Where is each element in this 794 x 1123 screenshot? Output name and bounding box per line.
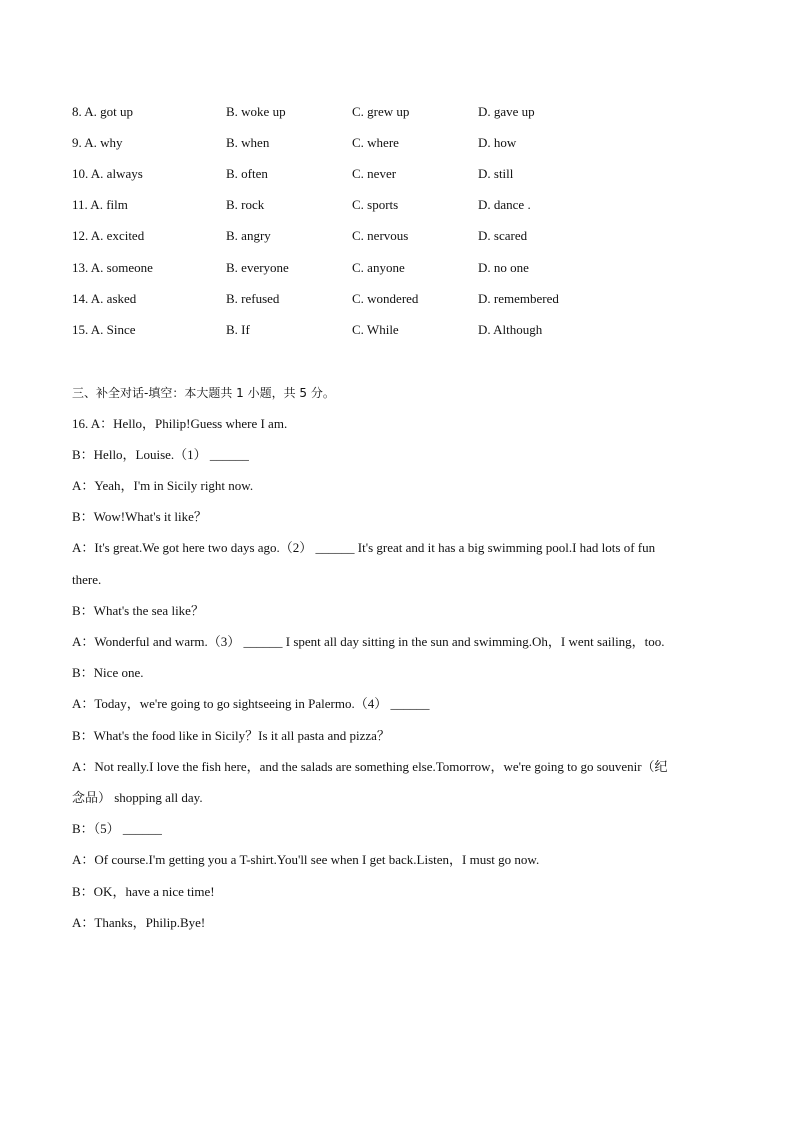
option-a: 10. A. always [72,166,143,181]
option-a: 13. A. someone [72,260,153,275]
option-a: 14. A. asked [72,291,137,306]
option-b: B. angry [226,228,271,243]
option-b: B. often [226,166,268,181]
dialogue-line: A：Of course.I'm getting you a T-shirt.You'll see when I get back.Listen，I must go now. [72,852,540,867]
dialogue-line: B：What's the sea like？ [72,603,204,618]
option-c: C. never [352,166,397,181]
option-d: D. remembered [478,291,559,306]
option-d: D. no one [478,260,529,275]
option-d: D. how [478,135,517,150]
dialogue-line: A：Today，we're going to go sightseeing in Palermo.（4） ______ [72,696,430,711]
option-b: B. woke up [226,104,286,119]
dialogue-line: A：Not really.I love the fish here，and the salads are something else.Tomorrow，we're going to go souvenir（纪 [72,759,668,774]
option-c: C. While [352,322,399,337]
option-c: C. where [352,135,399,150]
dialogue-line: 念品） shopping all day. [72,790,203,805]
option-a: 9. A. why [72,135,123,150]
option-c: C. nervous [352,228,409,243]
option-c: C. wondered [352,291,419,306]
option-c: C. anyone [352,260,405,275]
dialogue-line: B：What's the food like in Sicily？Is it all pasta and pizza？ [72,728,390,743]
dialogue-line: B：Hello，Louise.（1） ______ [72,447,249,462]
option-a: 12. A. excited [72,228,145,243]
option-d: D. gave up [478,104,535,119]
option-d: D. still [478,166,514,181]
dialogue-line: A：Wonderful and warm.（3） ______ I spent all day sitting in the sun and swimming.Oh，I went sailing，too. [72,634,665,649]
option-c: C. grew up [352,104,410,119]
option-b: B. If [226,322,250,337]
option-b: B. rock [226,197,265,212]
dialogue-line: there. [72,572,102,587]
section-heading: 三、补全对话-填空：本大题共 1 小题，共 5 分。 [72,386,335,400]
option-b: B. refused [226,291,280,306]
dialogue-line: B：OK，have a nice time! [72,884,215,899]
option-d: D. scared [478,228,528,243]
dialogue-line: A：It's great.We got here two days ago.（2） ______ It's great and it has a big swimming pool.I had lots of fun [72,540,656,555]
option-b: B. when [226,135,270,150]
option-a: 11. A. film [72,197,128,212]
dialogue-line: B：Wow!What's it like？ [72,509,207,524]
option-b: B. everyone [226,260,289,275]
dialogue-line: A：Thanks，Philip.Bye! [72,915,206,930]
option-a: 8. A. got up [72,104,134,119]
dialogue-line: B：Nice one. [72,665,144,680]
option-c: C. sports [352,197,399,212]
dialogue-line: B：（5） ______ [72,821,162,836]
option-d: D. Although [478,322,543,337]
option-a: 15. A. Since [72,322,136,337]
option-d: D. dance . [478,197,531,212]
dialogue-line: A：Yeah，I'm in Sicily right now. [72,478,254,493]
dialogue-line: 16. A：Hello，Philip!Guess where I am. [72,416,288,431]
